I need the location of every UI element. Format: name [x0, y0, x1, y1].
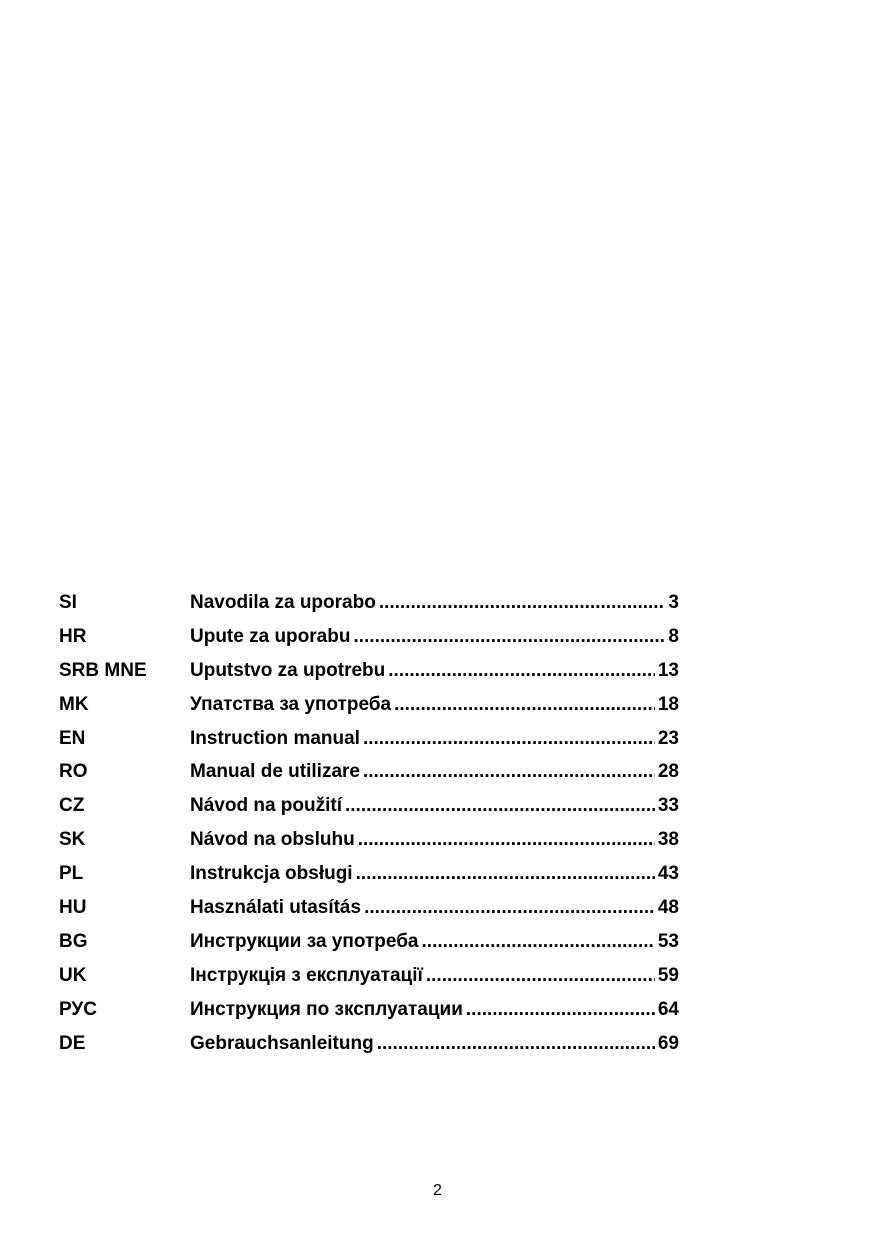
toc-dot-leader [363, 761, 655, 783]
toc-title: Használati utasítás [190, 897, 362, 919]
toc-dot-leader [426, 965, 655, 987]
toc-language-code: MK [59, 693, 89, 715]
toc-language-code: РУС [59, 998, 97, 1020]
toc-row-mk[interactable] [59, 694, 679, 728]
toc-page-number: 33 [657, 795, 679, 817]
toc-language-code: CZ [59, 795, 85, 817]
toc-page-number: 48 [657, 897, 679, 919]
toc-dot-leader [394, 694, 655, 716]
toc-page-number: 69 [657, 1032, 679, 1054]
toc-entry [190, 965, 679, 987]
toc-page-number: 38 [657, 829, 679, 851]
toc-row-ro[interactable] [59, 761, 679, 795]
toc-language-code: DE [59, 1032, 86, 1054]
toc-title: Manual de utilizare [190, 761, 360, 783]
toc-page-number: 64 [657, 998, 679, 1020]
toc-row-hu[interactable] [59, 897, 679, 931]
toc-row-si[interactable] [59, 592, 679, 626]
toc-dot-leader [356, 863, 655, 885]
toc-title: Upute za uporabu [190, 625, 351, 647]
toc-row-cz[interactable] [59, 795, 679, 829]
toc-dot-leader [377, 1033, 655, 1055]
toc-title: Uputstvo za upotrebu [190, 659, 386, 681]
toc-language-code: UK [59, 964, 87, 986]
toc-row-uk[interactable] [59, 965, 679, 999]
toc-entry [190, 660, 679, 682]
toc-title: Gebrauchsanleitung [190, 1032, 374, 1054]
toc-language-code: PL [59, 863, 84, 885]
toc-entry [190, 931, 679, 953]
toc-page-number: 8 [668, 625, 679, 647]
toc-entry [190, 592, 679, 614]
toc-title: Инструкции за употреба [190, 930, 419, 952]
toc-title: Návod na použití [190, 795, 342, 817]
page-number: 2 [433, 1182, 442, 1199]
toc-page-number: 28 [657, 761, 679, 783]
toc-dot-leader [363, 728, 655, 750]
toc-title: Navodila za uporabo [190, 592, 376, 613]
toc-row-pl[interactable] [59, 863, 679, 897]
toc-entry [190, 761, 679, 783]
toc-language-code: BG [59, 930, 88, 952]
toc-row-en[interactable] [59, 728, 679, 762]
toc-page-number: 13 [657, 659, 679, 681]
toc-dot-leader [364, 897, 655, 919]
toc-title: Instrukcja obsługi [190, 863, 353, 885]
toc-entry [190, 795, 679, 817]
toc-entry [190, 728, 679, 750]
toc-entry [190, 863, 679, 885]
toc-page-number: 3 [668, 592, 679, 613]
toc-entry [190, 999, 679, 1021]
toc-entry [190, 694, 679, 716]
toc-language-code: SRB MNE [59, 659, 147, 681]
toc-title: Инструкция по зксплуатации [190, 998, 463, 1020]
toc-language-code: SI [59, 592, 77, 613]
toc-dot-leader [388, 660, 655, 682]
toc-row-srb-mne[interactable] [59, 660, 679, 694]
toc-language-code: RO [59, 761, 88, 783]
toc-dot-leader [345, 795, 655, 817]
toc-entry [190, 1033, 679, 1055]
toc-page-number: 18 [657, 693, 679, 715]
toc-language-code: EN [59, 727, 86, 749]
toc-page-number: 53 [657, 930, 679, 952]
table-of-contents [59, 592, 679, 1066]
toc-page-number: 59 [657, 964, 679, 986]
toc-language-code: HR [59, 625, 87, 647]
toc-dot-leader [379, 592, 666, 614]
toc-title: Упатства за употреба [190, 693, 392, 715]
toc-row-hr[interactable] [59, 626, 679, 660]
toc-row-bg[interactable] [59, 931, 679, 965]
toc-row-rus[interactable] [59, 999, 679, 1033]
toc-title: Інструкція з експлуатації [190, 964, 423, 986]
toc-page-number: 43 [657, 863, 679, 885]
toc-dot-leader [422, 931, 655, 953]
toc-dot-leader [358, 829, 655, 851]
toc-page-number: 23 [657, 727, 679, 749]
toc-dot-leader [353, 626, 665, 648]
toc-title: Návod na obsluhu [190, 829, 355, 851]
toc-entry [190, 626, 679, 648]
toc-row-de[interactable] [59, 1033, 679, 1067]
toc-row-sk[interactable] [59, 829, 679, 863]
toc-entry [190, 897, 679, 919]
toc-language-code: HU [59, 897, 87, 919]
toc-entry [190, 829, 679, 851]
toc-dot-leader [466, 999, 655, 1021]
toc-title: Instruction manual [190, 727, 360, 749]
toc-language-code: SK [59, 829, 86, 851]
